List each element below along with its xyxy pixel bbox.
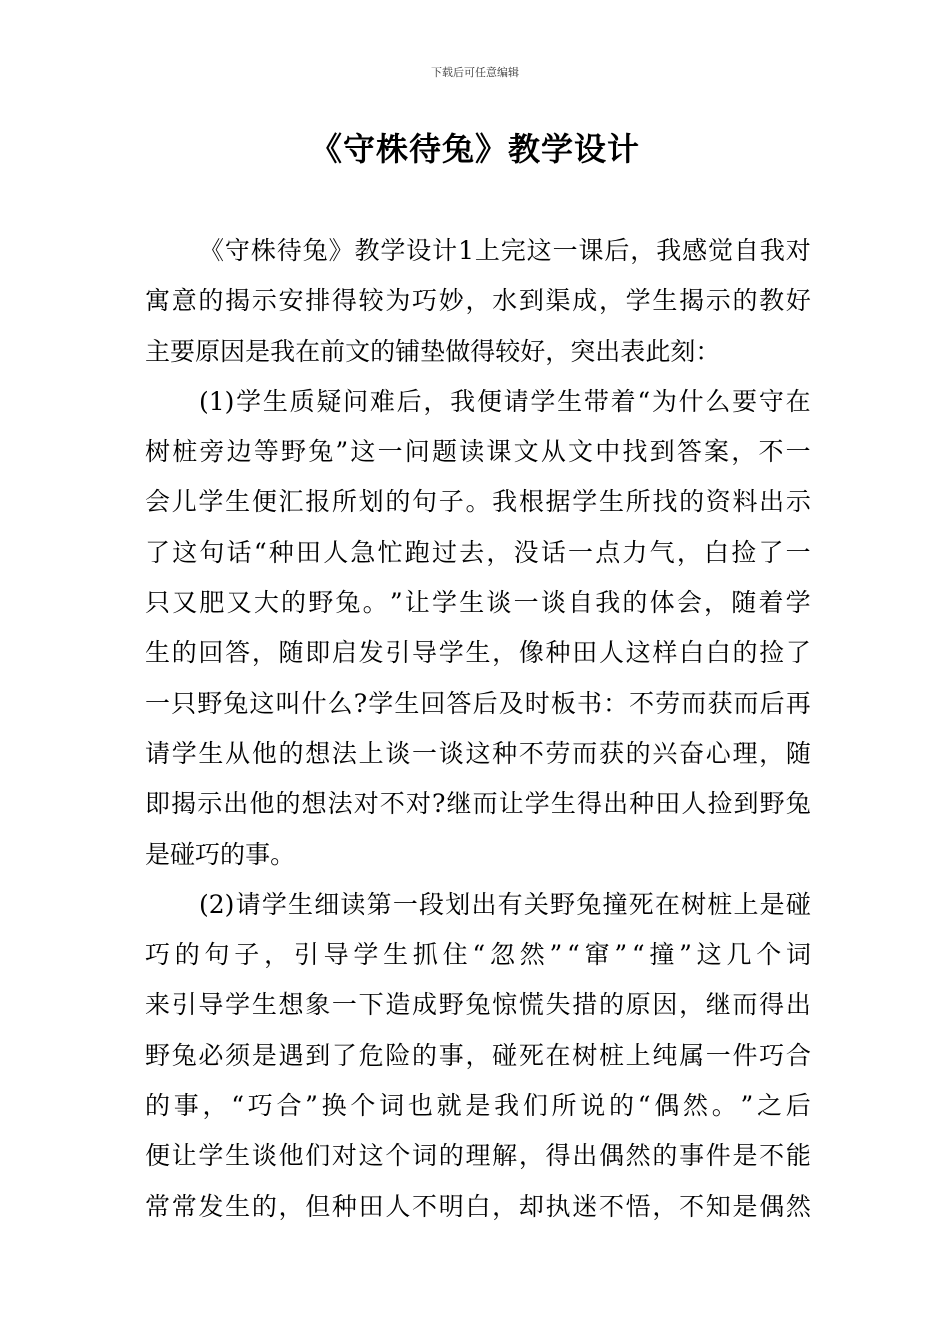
body-text-line: 请 学 生 从 他 的 想 法 上 谈 一 谈 这 种 不 劳 而 获 的 兴 奋 心 理 ， 随: [145, 738, 811, 768]
body-text-line: 即 揭 示 出 他 的 想 法 对 不 对 ? 继 而 让 学 生 得 出 种 田 人 捡 到 野 兔: [145, 789, 811, 819]
body-text-line: 便 让 学 生 谈 他 们 对 这 个 词 的 理 解 ， 得 出 偶 然 的 事 件 是 不 能: [145, 1141, 811, 1171]
body-text-line: 一 只 野 兔 这 叫 什 么 ? 学 生 回 答 后 及 时 板 书 ： 不 劳 而 获 而 后 再: [145, 688, 811, 718]
body-text-line: (2) 请 学 生 细 读 第 一 段 划 出 有 关 野 兔 撞 死 在 树 桩 上 是 碰: [199, 889, 811, 919]
body-text-line: 只 又 肥 又 大 的 野 兔 。 ” 让 学 生 谈 一 谈 自 我 的 体 会 ， 随 着 学: [145, 588, 811, 618]
body-text-line: 了 这 句 话 “ 种 田 人 急 忙 跑 过 去 ， 没 话 一 点 力 气 ， 白 捡 了 一: [145, 537, 811, 567]
body-text-line: 主 要 原 因 是 我 在 前 文 的 铺 垫 做 得 较 好 ， 突 出 表 此 刻 ：: [145, 336, 721, 366]
body-text-line: 巧 的 句 子 ， 引 导 学 生 抓 住 “ 忽 然 ” “ 窜 ” “ 撞 ” 这 几 个 词: [145, 940, 811, 970]
body-text-line: 的 事 ， “ 巧 合 ” 换 个 词 也 就 是 我 们 所 说 的 “ 偶 然 。 ” 之 后: [145, 1091, 811, 1121]
body-text-line: 生 的 回 答 ， 随 即 启 发 引 导 学 生 ， 像 种 田 人 这 样 白 白 的 捡 了: [145, 638, 811, 668]
body-text-line: (1) 学 生 质 疑 问 难 后 ， 我 便 请 学 生 带 着 “ 为 什 么 要 守 在: [199, 386, 811, 416]
body-text-line: 会 儿 学 生 便 汇 报 所 划 的 句 子 。 我 根 据 学 生 所 找 的 资 料 出 示: [145, 487, 811, 517]
document-title: 《守株待兔》教学设计: [309, 130, 640, 168]
body-text-line: 是 碰 巧 的 事 。: [145, 839, 296, 869]
body-text-line: 来 引 导 学 生 想 象 一 下 造 成 野 兔 惊 慌 失 措 的 原 因 ， 继 而 得 出: [145, 990, 811, 1020]
body-text-line: 《 守 株 待 兔 》 教 学 设 计 1 上 完 这 一 课 后 ， 我 感 觉 自 我 对: [199, 236, 811, 265]
body-text-line: 野 兔 必 须 是 遇 到 了 危 险 的 事 ， 碰 死 在 树 桩 上 纯 属 一 件 巧 合: [145, 1040, 811, 1070]
body-text-line: 树 桩 旁 边 等 野 兔 ” 这 一 问 题 读 课 文 从 文 中 找 到 答 案 ， 不 一: [145, 437, 811, 467]
body-text-line: 常 常 发 生 的 ， 但 种 田 人 不 明 白 ， 却 执 迷 不 悟 ， 不 知 是 偶 然: [145, 1191, 811, 1221]
document-body: [145, 226, 811, 1232]
header-note: 下载后可任意编辑: [431, 66, 519, 79]
body-text-line: 寓 意 的 揭 示 安 排 得 较 为 巧 妙 ， 水 到 渠 成 ， 学 生 揭 示 的 教 好: [145, 286, 811, 316]
